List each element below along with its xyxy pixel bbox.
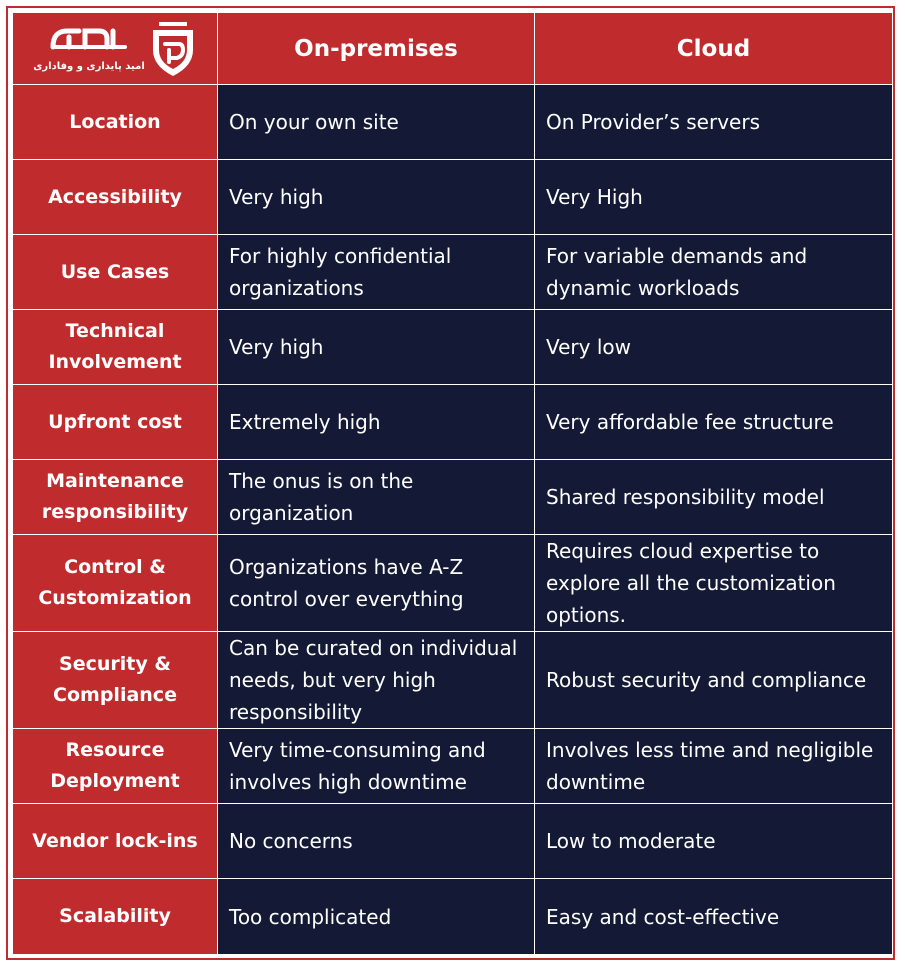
on-premises-value: No concerns <box>218 804 535 879</box>
row-label: Control & Customization <box>13 535 218 632</box>
cloud-value: For variable demands and dynamic workloads <box>535 235 893 310</box>
row-label: Technical Involvement <box>13 310 218 385</box>
row-label: Maintenance responsibility <box>13 460 218 535</box>
cloud-value: Very low <box>535 310 893 385</box>
logo-tagline: امید پایداری و وفاداری <box>33 61 145 72</box>
cloud-value: Easy and cost-effective <box>535 879 893 955</box>
table-row <box>13 235 893 310</box>
on-premises-value: Can be curated on individual needs, but very high responsibility <box>218 632 535 729</box>
table-row <box>13 85 893 160</box>
row-label: Security & Compliance <box>13 632 218 729</box>
row-label: Location <box>13 85 218 160</box>
table-row <box>13 460 893 535</box>
table-row <box>13 804 893 879</box>
on-premises-value: Very time-consuming and involves high downtime <box>218 729 535 804</box>
table-row <box>13 729 893 804</box>
table-row <box>13 310 893 385</box>
table-row <box>13 879 893 955</box>
logo-wordmark-icon <box>49 25 129 55</box>
on-premises-value: For highly confidential organizations <box>218 235 535 310</box>
on-premises-value: Very high <box>218 160 535 235</box>
on-premises-value: Organizations have A-Z control over everything <box>218 535 535 632</box>
row-label: Resource Deployment <box>13 729 218 804</box>
header-on-premises: On-premises <box>218 13 535 85</box>
cloud-value: Low to moderate <box>535 804 893 879</box>
cloud-value: On Provider’s servers <box>535 85 893 160</box>
brand-logo <box>13 20 217 78</box>
cloud-value: Robust security and compliance <box>535 632 893 729</box>
table-row <box>13 632 893 729</box>
on-premises-value: Very high <box>218 310 535 385</box>
cloud-value: Requires cloud expertise to explore all the customization options. <box>535 535 893 632</box>
table-row <box>13 535 893 632</box>
header-row <box>13 13 893 85</box>
logo-cell <box>13 13 218 85</box>
row-label: Use Cases <box>13 235 218 310</box>
cloud-value: Involves less time and negligible downtime <box>535 729 893 804</box>
on-premises-value: The onus is on the organization <box>218 460 535 535</box>
row-label: Accessibility <box>13 160 218 235</box>
table-row <box>13 160 893 235</box>
on-premises-value: Too complicated <box>218 879 535 955</box>
on-premises-value: On your own site <box>218 85 535 160</box>
on-premises-value: Extremely high <box>218 385 535 460</box>
row-label: Upfront cost <box>13 385 218 460</box>
shield-logo-icon <box>149 20 197 78</box>
cloud-value: Very High <box>535 160 893 235</box>
comparison-table <box>12 12 893 955</box>
cloud-value: Very affordable fee structure <box>535 385 893 460</box>
header-cloud: Cloud <box>535 13 893 85</box>
row-label: Scalability <box>13 879 218 955</box>
row-label: Vendor lock-ins <box>13 804 218 879</box>
table-row <box>13 385 893 460</box>
cloud-value: Shared responsibility model <box>535 460 893 535</box>
